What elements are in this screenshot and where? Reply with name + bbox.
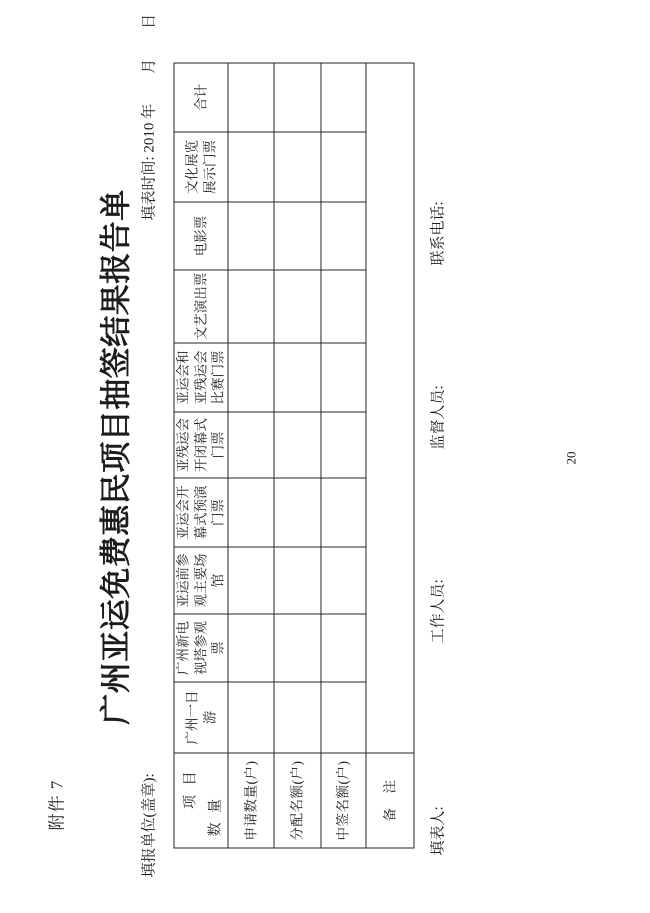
- table-cell: [274, 478, 321, 547]
- column-header-day-tour: 广州一日游: [174, 682, 228, 753]
- table-cell: [274, 132, 321, 202]
- corner-project-label: 项 目: [182, 768, 198, 809]
- column-header-art-performance: 文艺演出票: [174, 270, 228, 343]
- column-header-competition-tickets: 亚运会和亚残运会比赛门票: [174, 343, 228, 412]
- row-label-remarks: 备 注: [366, 753, 414, 848]
- row-label-winners: 中签名额(户): [321, 753, 366, 848]
- table-row-winners: [321, 63, 366, 848]
- header-row: [174, 63, 228, 848]
- form-date-label: 填表时间: 2010 年 月 日: [141, 13, 157, 220]
- table-cell: [321, 412, 366, 478]
- table-cell: [228, 270, 274, 343]
- column-header-total: 合计: [174, 63, 228, 132]
- table-cell: [228, 547, 274, 614]
- reporting-unit-label: 填报单位(盖章):: [141, 772, 157, 877]
- table-cell: [228, 343, 274, 412]
- column-header-venue-visit: 亚运前参观主要场馆: [174, 547, 228, 614]
- table-cell: [228, 202, 274, 270]
- table-cell: [321, 132, 366, 202]
- table-cell: [321, 547, 366, 614]
- table-cell: [274, 614, 321, 682]
- table-cell: [228, 682, 274, 753]
- table-row-allocated: [274, 63, 321, 848]
- column-header-culture-exhibition: 文化展览展示门票: [174, 132, 228, 202]
- column-header-tv-tower: 广州新电视塔参观票: [174, 614, 228, 682]
- table-cell: [274, 202, 321, 270]
- attachment-label: 附件 7: [47, 779, 66, 830]
- remarks-merged-cell: [366, 63, 414, 753]
- row-label-applied: 申请数量(户): [228, 753, 274, 848]
- lottery-result-table: [173, 62, 414, 848]
- table-cell: [228, 132, 274, 202]
- table-cell: [274, 412, 321, 478]
- form-filler-label: 填表人:: [430, 805, 446, 855]
- table-cell: [274, 343, 321, 412]
- table-cell: [321, 202, 366, 270]
- table-cell: [321, 682, 366, 753]
- contact-phone-label: 联系电话:: [430, 200, 446, 265]
- column-header-movie-ticket: 电影票: [174, 202, 228, 270]
- staff-label: 工作人员:: [430, 578, 446, 643]
- table-row-remarks: [366, 63, 414, 848]
- table-cell: [321, 614, 366, 682]
- table-cell: [274, 547, 321, 614]
- supervisor-label: 监督人员:: [430, 384, 446, 449]
- table-cell: [274, 270, 321, 343]
- column-header-paragames-ceremony: 亚残运会开闭幕式门票: [174, 412, 228, 478]
- table-cell: [321, 343, 366, 412]
- corner-cell: [174, 753, 228, 848]
- column-header-opening-rehearsal: 亚运会开幕式预演门票: [174, 478, 228, 547]
- table-cell: [274, 63, 321, 132]
- corner-quantity-label: 数 量: [208, 795, 223, 836]
- table-row-applied: [228, 63, 274, 848]
- table-cell: [228, 478, 274, 547]
- table-cell: [321, 63, 366, 132]
- table-cell: [321, 270, 366, 343]
- page-number: 20: [563, 451, 578, 464]
- table-cell: [274, 682, 321, 753]
- table-cell: [228, 614, 274, 682]
- table-cell: [321, 478, 366, 547]
- form-title: 广州亚运免费惠民项目抽签结果报告单: [98, 188, 133, 725]
- table-cell: [228, 412, 274, 478]
- row-label-allocated: 分配名额(户): [274, 753, 321, 848]
- table-cell: [228, 63, 274, 132]
